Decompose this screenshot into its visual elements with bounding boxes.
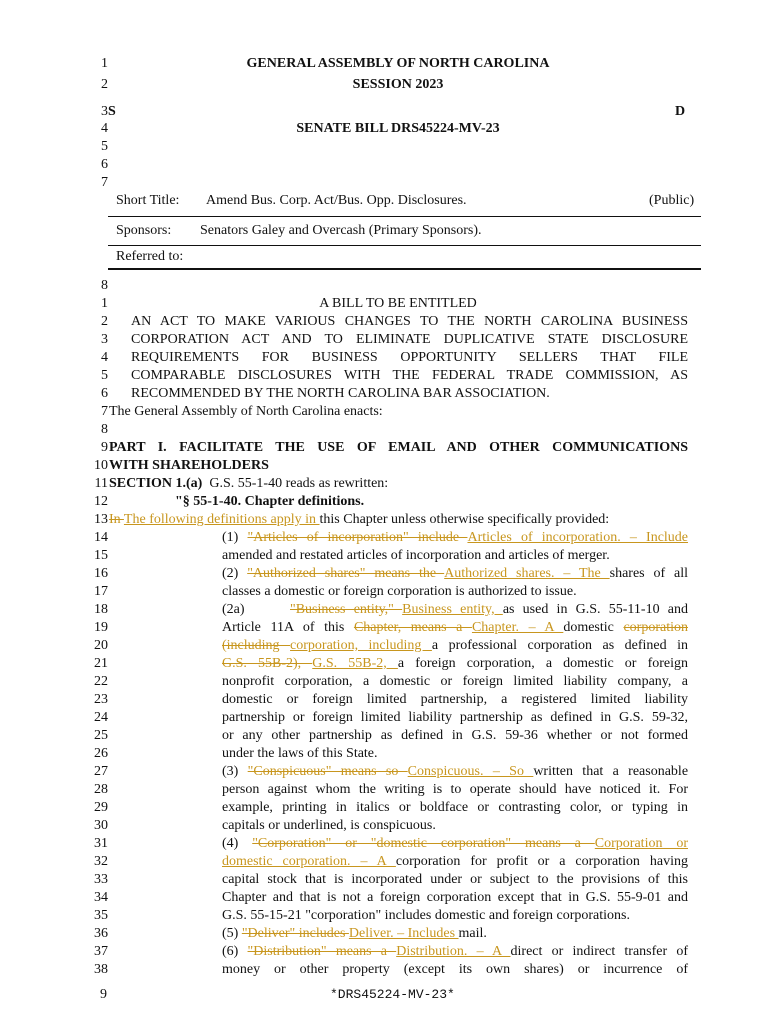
definition-line: or any other partnership as defined in G.S. 59-36 whether or not formed [222,728,688,743]
inserted-text: G.S. 55B-2, [312,656,398,671]
table-rule-bottom [108,268,701,270]
line-number: 16 [94,566,108,581]
body-text: a professional corporation as defined in [431,638,688,653]
line-number: 10 [94,458,108,473]
sponsors-value: Senators Galey and Overcash (Primary Sponsors). [200,223,482,238]
definition-line [222,620,688,636]
definition-line [222,638,688,654]
item-number: (1) [222,530,248,545]
definition-line: domestic or foreign limited partnership, a registered limited liability [222,692,688,707]
title-line: AN ACT TO MAKE VARIOUS CHANGES TO THE NORTH CAROLINA BUSINESS [131,314,688,329]
section-line [109,476,388,492]
short-title-label: Short Title: [116,193,180,208]
deleted-text: G.S. 55B-2), [222,656,313,671]
line-number: 2 [101,77,108,92]
body-text: as used in G.S. 55-11-10 and [502,602,688,617]
enacting-clause: The General Assembly of North Carolina enacts: [109,404,383,419]
sponsors-label: Sponsors: [116,223,172,238]
deleted-text: "Deliver" includes [241,926,349,941]
deleted-text: "Distribution" means a [247,944,397,959]
inserted-text: Conspicuous. – So [407,764,534,779]
line-number: 36 [94,926,108,941]
body-text: written that a reasonable [533,764,689,779]
line-number: 23 [94,692,108,707]
statute-heading: "§ 55-1-40. Chapter definitions. [175,494,365,509]
definition-line [222,530,688,546]
line-number: 25 [94,728,108,743]
section-text: G.S. 55-1-40 reads as rewritten: [209,476,389,491]
inserted-text: Business entity, [402,602,503,617]
definition-line [222,836,688,852]
line-number: 6 [101,386,108,401]
line-number: 15 [94,548,108,563]
definition-line: person against whom the writing is to operate should have noticed it. For [222,782,688,797]
table-rule [108,216,701,217]
line-number: 5 [101,139,108,154]
inserted-text: corporation, including [290,638,432,653]
document-code: *DRS45224-MV-23* [330,987,455,1002]
definition-line: nonprofit corporation, a domestic or foreign limited liability company, a [222,674,688,689]
line-number: 26 [94,746,108,761]
inserted-text: Chapter. – A [471,620,564,635]
body-text: mail. [458,926,487,941]
line-number: 32 [94,854,108,869]
line-number: 20 [94,638,108,653]
definition-line: capital stock that is incorporated under or subject to the provisions of this [222,872,688,887]
line-number: 30 [94,818,108,833]
inserted-text: The following definitions apply in [123,512,320,527]
inserted-text: Deliver. – Includes [348,926,459,941]
deleted-text: In [109,512,124,527]
item-number: (5) [222,926,242,941]
line-number: 29 [94,800,108,815]
inserted-text: Distribution. – A [396,944,511,959]
table-rule [108,245,701,246]
deleted-text: Chapter, means a [353,620,472,635]
page-number: 9 [100,987,107,1002]
deleted-text: "Corporation" or "domestic corporation" means a [252,836,595,851]
line-number: 8 [101,278,108,293]
line-number: 7 [101,175,108,190]
item-number: (4) [222,836,253,851]
line-number: 24 [94,710,108,725]
definition-line: Chapter and that is not a foreign corporation except that in G.S. 55-9-01 and [222,890,688,905]
line-number: 13 [94,512,108,527]
definition-line [222,656,688,672]
title-line: REQUIREMENTS FOR BUSINESS OPPORTUNITY SELLERS THAT FILE [131,350,688,365]
title-line: CORPORATION ACT AND TO ELIMINATE DUPLICATIVE STATE DISCLOSURE [131,332,688,347]
line-number: 9 [101,440,108,455]
part-heading-cont: WITH SHAREHOLDERS [109,458,269,473]
definition-line: partnership or foreign limited liability partnership as defined in G.S. 59-32, [222,710,688,725]
deleted-text: "Conspicuous" means so [247,764,408,779]
part-heading: PART I. FACILITATE THE USE OF EMAIL AND OTHER COMMUNICATIONS [109,440,688,455]
inserted-text: Corporation or [594,836,689,851]
definition-line: amended and restated articles of incorporation and articles of merger. [222,548,610,563]
definition-line: money or other property (except its own shares) or incurrence of [222,962,688,977]
definition-line: classes a domestic or foreign corporation is authorized to issue. [222,584,577,599]
item-number: (2) [222,566,248,581]
deleted-text: corporation [623,620,688,635]
body-text: a foreign corporation, a domestic or foreign [397,656,688,671]
definition-line [222,926,487,942]
inserted-text: domestic corporation. – A [222,854,396,869]
assembly-heading: GENERAL ASSEMBLY OF NORTH CAROLINA [246,56,550,71]
line-number: 18 [94,602,108,617]
intro-line [109,512,609,528]
definition-line [222,764,688,780]
line-number: 17 [94,584,108,599]
line-number: 4 [101,121,108,136]
public-designation: (Public) [649,193,695,208]
line-number: 14 [94,530,108,545]
definition-line: capitals or underlined, is conspicuous. [222,818,436,833]
line-number: 6 [101,157,108,172]
deleted-text: "Authorized shares" means the [247,566,445,581]
item-number: (2a) [222,602,245,617]
deleted-text: (including [222,638,291,653]
definition-line: G.S. 55-15-21 "corporation" includes domestic and foreign corporations. [222,908,631,923]
body-text: shares of all [609,566,688,581]
definition-line: example, printing in italics or boldface or contrasting color, or typing in [222,800,688,815]
line-number: 12 [94,494,108,509]
body-text: corporation for profit or a corporation having [395,854,688,869]
short-title-value: Amend Bus. Corp. Act/Bus. Opp. Disclosures. [206,193,467,208]
item-number: (3) [222,764,248,779]
deleted-text: "Articles of incorporation" include [247,530,468,545]
line-number: 19 [94,620,108,635]
line-number: 38 [94,962,108,977]
line-number: 34 [94,890,108,905]
inserted-text: Authorized shares. – The [444,566,610,581]
line-number: 37 [94,944,108,959]
line-number: 31 [94,836,108,851]
line-number: 21 [94,656,108,671]
definition-line [222,854,688,870]
definition-line: under the laws of this State. [222,746,378,761]
line-number: 27 [94,764,108,779]
session-heading: SESSION 2023 [352,77,444,92]
line-number: 35 [94,908,108,923]
line-number: 28 [94,782,108,797]
definition-line [222,944,688,960]
line-number: 8 [101,422,108,437]
definition-line [222,566,688,582]
draft-code-right: D [675,104,686,119]
bill-entitled: A BILL TO BE ENTITLED [319,296,477,311]
line-number: 5 [101,368,108,383]
item-number: (6) [222,944,248,959]
title-line: COMPARABLE DISCLOSURES WITH THE FEDERAL TRADE COMMISSION, AS [131,368,688,383]
line-number: 1 [101,296,108,311]
line-number: 4 [101,350,108,365]
line-number: 7 [101,404,108,419]
body-text: direct or indirect transfer of [510,944,689,959]
body-text: this Chapter unless otherwise specifically provided: [319,512,610,527]
line-number: 3 [101,104,108,119]
bill-number-heading: SENATE BILL DRS45224-MV-23 [296,121,500,136]
line-number: 33 [94,872,108,887]
definition-line [290,602,688,618]
inserted-text: Articles of incorporation. – Include [467,530,689,545]
referred-label: Referred to: [116,249,184,264]
line-number: 3 [101,332,108,347]
deleted-text: "Business entity," [290,602,403,617]
line-number: 2 [101,314,108,329]
body-text: Article 11A of this [222,620,354,635]
line-number: 22 [94,674,108,689]
body-text: domestic [563,620,624,635]
line-number: 11 [94,476,108,491]
chamber-code-left: S [108,104,116,119]
title-line: RECOMMENDED BY THE NORTH CAROLINA BAR ASSOCIATION. [131,386,550,401]
section-label: SECTION 1.(a) [109,476,203,491]
line-number: 1 [101,56,108,71]
